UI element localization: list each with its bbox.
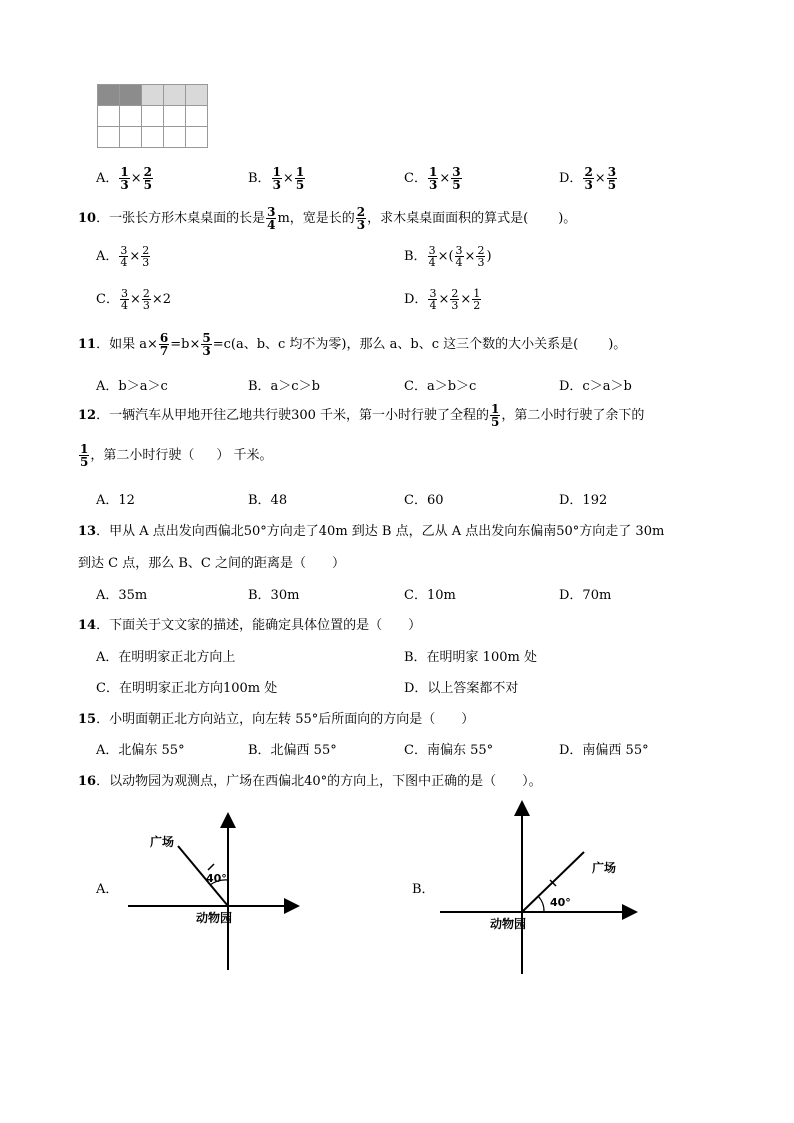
question-number: 14 [78,618,97,633]
question-text: 到达 C 点，那么 B、C 之间的距离是（ [78,556,306,571]
question-number: 13 [78,524,97,539]
option-c[interactable]: C．a＞b＞c [404,379,477,394]
question-text: ）。 [522,774,542,789]
grid-cell [98,127,120,148]
option-d[interactable]: D．c＞a＞b [559,379,632,394]
question-text: ） [408,618,422,633]
option-b[interactable]: B． [412,882,435,897]
option-a[interactable]: A． [96,882,119,897]
grid-cell [120,85,142,106]
grid-cell [98,106,120,127]
option-c[interactable]: C．南偏东 55° [404,743,494,758]
direction-figure-b [436,796,646,978]
direction-figure-a [120,808,310,978]
question-number: 10 [78,211,97,226]
question-number: 12 [78,408,97,423]
option-c[interactable]: C．10m [404,588,456,603]
fraction: $\frac{2}{3}$ [356,205,366,232]
fraction: $\frac{5}{3}$ [202,331,211,358]
fraction-grid [97,84,208,148]
option-a[interactable]: A． $\frac{1}{3}$ × $\frac{2}{5}$ [96,165,153,192]
option-a[interactable]: A．北偏东 55° [96,743,185,758]
target-label: 广场 [150,835,175,849]
question-15 [78,708,474,727]
option-a[interactable]: A．在明明家正北方向上 [96,650,236,665]
grid-cell [142,85,164,106]
option-b[interactable]: B．48 [248,493,288,508]
grid-cell [186,85,208,106]
question-number: 15 [78,712,97,727]
option-d[interactable]: D．192 [559,493,608,508]
question-14 [78,614,421,633]
question-number: 16 [78,774,97,789]
option-c[interactable]: C． $\frac{3}{4}$ × $\frac{2}{3}$ ×2 [96,287,172,312]
question-text: ．甲从 A 点出发向西偏北50°方向走了40m 到达 B 点，乙从 A 点出发向东偏南50°方向走了 30m [96,524,665,539]
origin-label: 动物园 [490,917,527,931]
option-b[interactable]: B．北偏西 55° [248,743,337,758]
question-text: =b× [170,337,201,352]
question-12 [78,403,644,428]
option-d[interactable]: D． $\frac{3}{4}$ × $\frac{2}{3}$ × $\frac{1}{2}$ [404,287,481,312]
question-text: ） [331,556,345,571]
fraction: $\frac{6}{7}$ [159,331,169,358]
question-text: ） 千米。 [216,448,273,463]
tick-mark [208,864,214,870]
grid-cell [164,106,186,127]
option-b[interactable]: B．在明明家 100m 处 [404,650,537,665]
option-d[interactable]: D．南偏西 55° [559,743,649,758]
question-12-line2 [78,443,273,468]
option-b[interactable]: B．a＞c＞b [248,379,320,394]
option-d[interactable]: D．70m [559,588,612,603]
angle-arc [538,896,544,912]
question-13-line2 [78,552,345,571]
question-text: m，宽是长的 [277,211,355,226]
grid-cell [164,85,186,106]
option-b[interactable]: B． $\frac{3}{4}$ ×( $\frac{3}{4}$ × $\frac{2}{3}$ ) [404,244,492,269]
option-c[interactable]: C． $\frac{1}{3}$ × $\frac{3}{5}$ [404,165,461,192]
option-c[interactable]: C．在明明家正北方向100m 处 [96,681,278,696]
grid-cell [164,127,186,148]
option-c[interactable]: C．60 [404,493,444,508]
question-number: 11 [78,337,97,352]
grid-cell [120,127,142,148]
grid-cell [142,106,164,127]
question-text: ．以动物园为观测点，广场在西偏北40°的方向上，下图中正确的是（ [96,774,497,789]
option-a[interactable]: A．12 [96,493,135,508]
question-text: ．如果 a× [96,337,158,352]
question-13 [78,520,664,539]
question-text: ．下面关于文文家的描述，能确定具体位置的是（ [96,618,383,633]
fraction: $\frac{1}{5}$ [491,402,500,429]
grid-cell [186,106,208,127]
grid-cell [120,106,142,127]
question-10 [78,206,576,231]
origin-label: 动物园 [196,911,233,925]
option-a[interactable]: A．35m [96,588,148,603]
question-text: ） [461,712,475,727]
option-d[interactable]: D． $\frac{2}{3}$ × $\frac{3}{5}$ [559,165,617,192]
question-text: ．小明面朝正北方向站立，向左转 55°后所面向的方向是（ [96,712,436,727]
question-16 [78,770,542,789]
fraction: $\frac{3}{4}$ [267,205,276,232]
grid-cell [98,85,120,106]
option-a[interactable]: A． $\frac{3}{4}$ × $\frac{2}{3}$ [96,244,150,269]
target-label: 广场 [592,861,617,875]
question-text: )。 [558,211,577,226]
option-a[interactable]: A．b＞a＞c [96,379,168,394]
question-text: )。 [608,337,627,352]
question-text: =c(a、b、c 均不为零)，那么 a、b、c 这三个数的大小关系是( [212,337,579,352]
question-text: ．一辆汽车从甲地开往乙地共行驶300 千米，第一小时行驶了全程的 [96,408,490,423]
question-11 [78,332,626,357]
fraction: $\frac{1}{5}$ [80,442,89,469]
grid-cell [142,127,164,148]
question-text: ．一张长方形木桌桌面的长是 [96,211,266,226]
question-text: ，第二小时行驶了余下的 [501,408,645,423]
angle-label: 40° [206,872,227,885]
question-text: ，第二小时行驶（ [90,448,195,463]
option-b[interactable]: B．30m [248,588,300,603]
option-b[interactable]: B． $\frac{1}{3}$ × $\frac{1}{5}$ [248,165,305,192]
option-d[interactable]: D．以上答案都不对 [404,681,519,696]
grid-cell [186,127,208,148]
angle-label: 40° [550,896,571,909]
question-text: ，求木桌桌面面积的算式是( [367,211,529,226]
